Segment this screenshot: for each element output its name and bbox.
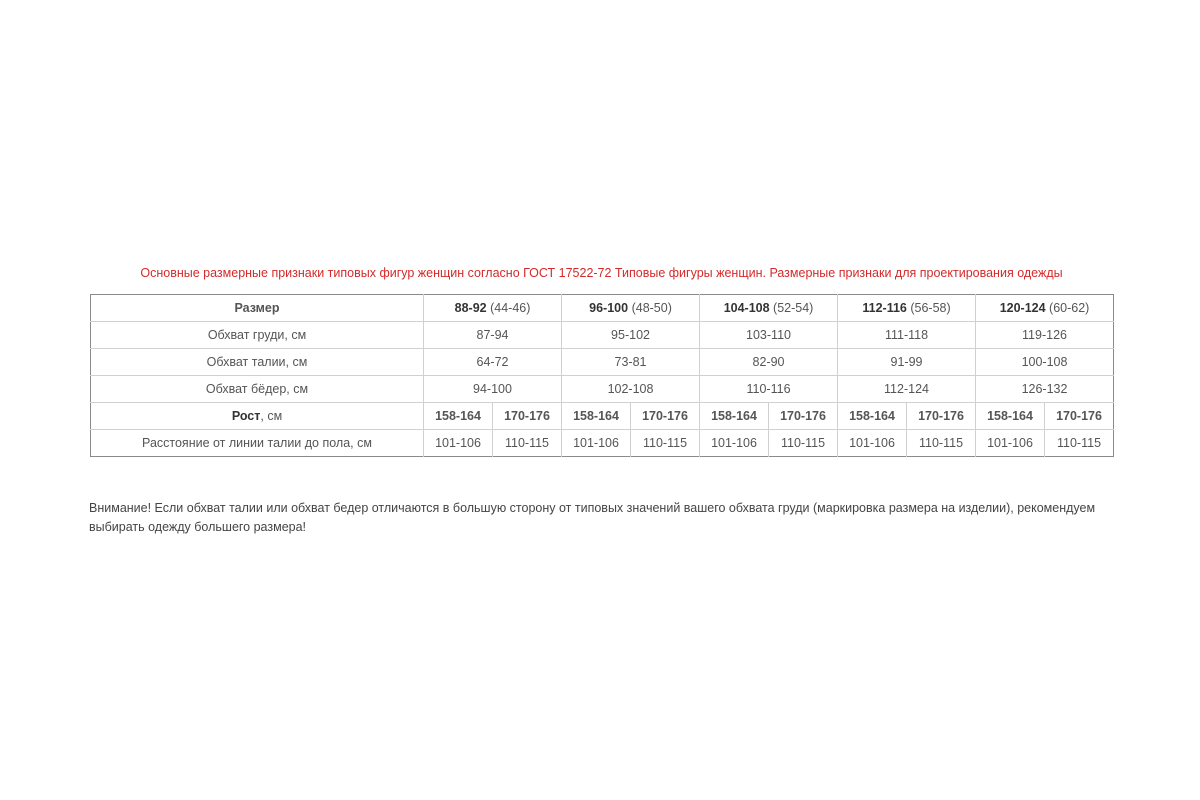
length-value: 110-115 — [1045, 430, 1114, 457]
hips-value: 110-116 — [700, 376, 838, 403]
size-main: 120-124 — [999, 301, 1046, 315]
height-value: 158-164 — [838, 403, 907, 430]
waist-value: 91-99 — [838, 349, 976, 376]
height-value: 158-164 — [562, 403, 631, 430]
height-value: 158-164 — [424, 403, 493, 430]
length-value: 110-115 — [907, 430, 976, 457]
height-value: 170-176 — [907, 403, 976, 430]
chest-value: 87-94 — [424, 322, 562, 349]
size-alt: (56-58) — [910, 301, 951, 315]
size-main: 96-100 — [589, 301, 629, 315]
size-cell — [838, 295, 976, 322]
size-alt: (48-50) — [631, 301, 672, 315]
hips-value: 102-108 — [562, 376, 700, 403]
length-value: 110-115 — [769, 430, 838, 457]
size-cell — [424, 295, 562, 322]
waist-value: 73-81 — [562, 349, 700, 376]
hips-value: 112-124 — [838, 376, 976, 403]
size-cell — [562, 295, 700, 322]
size-label: Размер — [91, 295, 424, 322]
height-label-unit: , см — [260, 409, 283, 423]
hips-value: 94-100 — [424, 376, 562, 403]
hips-value: 126-132 — [976, 376, 1114, 403]
warning-note: Внимание! Если обхват талии или обхват бедер отличаются в большую сторону от типовых значений вашего обхвата груди (маркировка размера на изделии), рекомендуем выбирать одежду большего размера! — [89, 501, 1096, 534]
length-label: Расстояние от линии талии до пола, см — [91, 430, 424, 457]
length-value: 101-106 — [838, 430, 907, 457]
height-label — [91, 403, 424, 430]
height-value: 170-176 — [493, 403, 562, 430]
height-value: 170-176 — [769, 403, 838, 430]
waist-row — [91, 349, 1114, 376]
length-value: 101-106 — [424, 430, 493, 457]
chest-row — [91, 322, 1114, 349]
height-value: 170-176 — [631, 403, 700, 430]
height-value: 158-164 — [700, 403, 769, 430]
chest-value: 119-126 — [976, 322, 1114, 349]
length-value: 110-115 — [631, 430, 700, 457]
size-chart-table — [90, 294, 1114, 457]
height-row — [91, 403, 1114, 430]
length-value: 110-115 — [493, 430, 562, 457]
size-alt: (52-54) — [773, 301, 814, 315]
length-value: 101-106 — [976, 430, 1045, 457]
size-main: 88-92 — [454, 301, 487, 315]
waist-value: 64-72 — [424, 349, 562, 376]
size-cell — [700, 295, 838, 322]
waist-value: 100-108 — [976, 349, 1114, 376]
table-caption: Основные размерные признаки типовых фигур женщин согласно ГОСТ 17522-72 Типовые фигуры женщин. Размерные признаки для проектирования одежды — [140, 266, 1063, 280]
size-alt: (60-62) — [1049, 301, 1090, 315]
size-cell — [976, 295, 1114, 322]
waist-label: Обхват талии, см — [91, 349, 424, 376]
height-value: 170-176 — [1045, 403, 1114, 430]
size-main: 112-116 — [862, 301, 907, 315]
height-value: 158-164 — [976, 403, 1045, 430]
size-row — [91, 295, 1114, 322]
length-value: 101-106 — [700, 430, 769, 457]
hips-label: Обхват бёдер, см — [91, 376, 424, 403]
size-main: 104-108 — [723, 301, 770, 315]
height-label-bold: Рост — [231, 409, 261, 423]
hips-row — [91, 376, 1114, 403]
chest-value: 95-102 — [562, 322, 700, 349]
waist-value: 82-90 — [700, 349, 838, 376]
chest-value: 103-110 — [700, 322, 838, 349]
length-row — [91, 430, 1114, 457]
chest-label: Обхват груди, см — [91, 322, 424, 349]
length-value: 101-106 — [562, 430, 631, 457]
chest-value: 111-118 — [838, 322, 976, 349]
size-alt: (44-46) — [490, 301, 531, 315]
